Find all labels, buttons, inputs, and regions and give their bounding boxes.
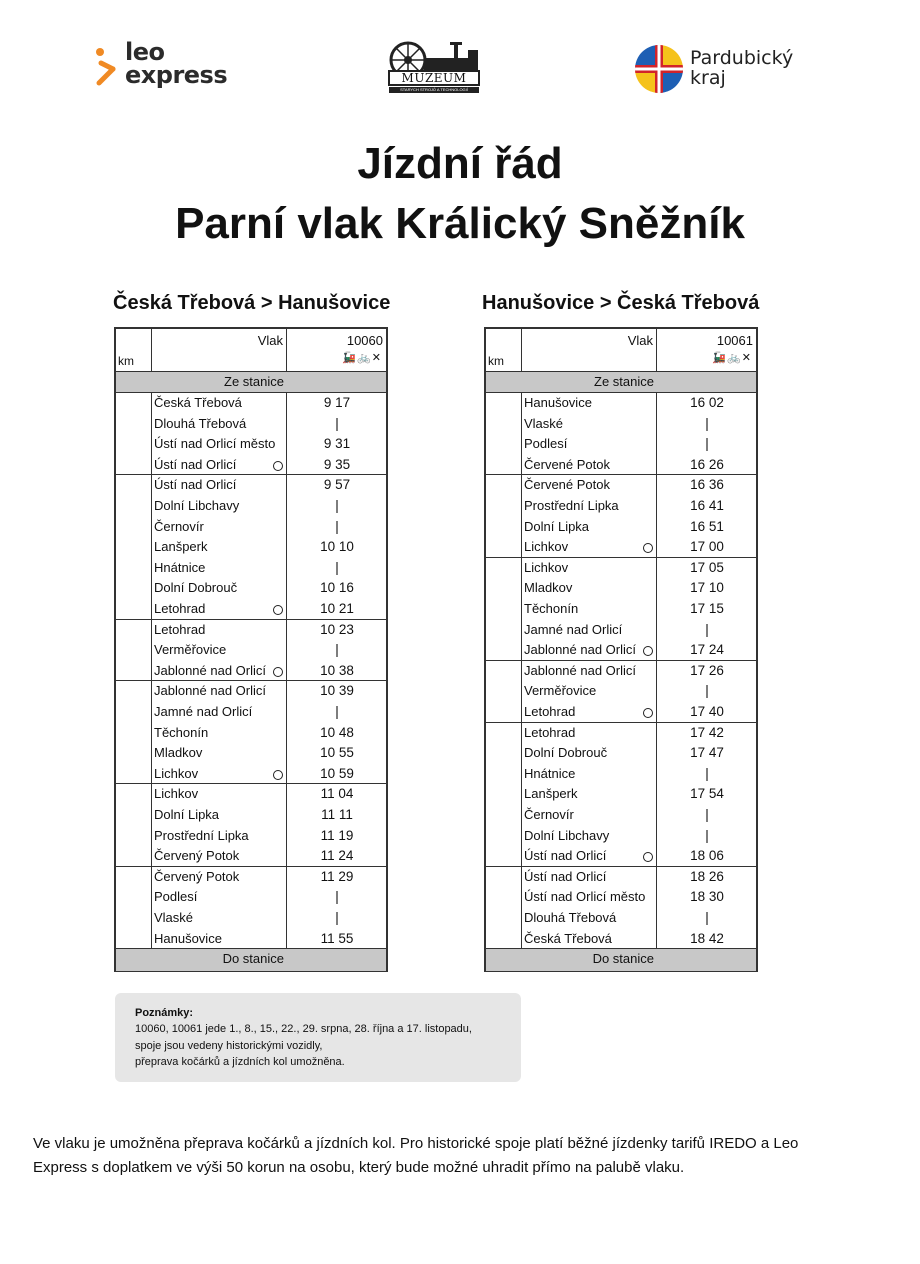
circle-icon (273, 605, 283, 615)
departure-time: 18 26 (690, 868, 724, 884)
station-name: Lichkov (524, 559, 569, 575)
table-row (151, 433, 388, 454)
departure-time: | (335, 704, 339, 719)
section-separator (116, 866, 386, 867)
from-station-header: Ze stanice (486, 371, 756, 393)
station-name: Lanšperk (524, 786, 578, 802)
pardubicky-kraj-logo (634, 44, 794, 99)
departure-time: 16 41 (690, 498, 724, 513)
station-name: Prostřední Lipka (524, 498, 619, 513)
departure-time: 9 17 (323, 395, 351, 410)
kraj-logo-text: Pardubický kraj (690, 47, 794, 89)
section-separator (486, 474, 756, 475)
departure-time: 16 51 (690, 518, 724, 534)
steam-locomotive-icon: 🚂 (342, 352, 358, 364)
station-name: Mladkov (524, 580, 573, 596)
station-name: Verměřovice (524, 683, 597, 699)
departure-time: | (335, 415, 339, 431)
table-row (151, 660, 388, 681)
station-name: Jamné nad Orlicí (154, 704, 253, 719)
table-row (521, 680, 758, 701)
station-name: Hanušovice (524, 395, 592, 410)
station-name: Ústí nad Orlicí (524, 848, 607, 864)
table-row (151, 742, 388, 763)
circle-icon (643, 646, 653, 656)
station-name: Hnátnice (524, 765, 576, 781)
service-icons (342, 351, 382, 364)
station-name: Hanušovice (154, 930, 222, 946)
departure-time: 17 24 (690, 642, 724, 658)
train-number: 10060 (346, 333, 383, 348)
footer-text: Ve vlaku je umožněna přeprava kočárků a jízdních kol. Pro historické spoje platí běžné jízdenky tarifů IREDO a Leo Express s doplatkem ve výši 50 korun na osobu, který bude možné uhradit přímo na palubě vlaku. (33, 1135, 799, 1176)
departure-time: 10 59 (320, 765, 354, 781)
table-row (521, 701, 758, 722)
page-subtitle: Parní vlak Králický Sněžník (175, 199, 745, 248)
departure-time: 16 36 (690, 477, 724, 493)
station-name: Dlouhá Třebová (524, 910, 617, 925)
station-name: Hnátnice (154, 559, 206, 575)
station-name: Podlesí (154, 889, 198, 905)
departure-time: 10 21 (320, 601, 354, 616)
table-row (151, 907, 388, 928)
table-row (151, 619, 388, 640)
departure-time: | (335, 559, 339, 575)
station-name: Červené Potok (524, 477, 610, 493)
table-row (521, 886, 758, 907)
station-name: Dolní Lipka (524, 518, 590, 534)
departure-time: 10 39 (320, 683, 354, 699)
table-row (151, 763, 388, 784)
table-row (521, 474, 758, 495)
timetable-outbound (114, 327, 388, 972)
station-name: Jablonné nad Orlicí (154, 662, 267, 678)
departure-time: 9 31 (323, 436, 351, 452)
departure-time: 10 23 (320, 621, 354, 637)
table-row (151, 536, 388, 557)
station-name: Podlesí (524, 436, 568, 452)
table-row (521, 928, 758, 949)
direction-heading-outbound: Česká Třebová > Hanušovice (113, 292, 391, 314)
section-separator (116, 474, 386, 475)
circle-icon (273, 667, 283, 677)
departure-time: 18 30 (690, 889, 724, 905)
kraj-emblem-icon (634, 44, 684, 94)
departure-time: 11 04 (320, 786, 354, 802)
table-row (151, 886, 388, 907)
table-row (151, 474, 388, 495)
table-row (521, 495, 758, 516)
table-row (151, 392, 388, 413)
timetable-return (484, 327, 758, 972)
departure-time: | (705, 621, 709, 637)
departure-time: 17 40 (690, 704, 724, 719)
departure-time: 17 00 (690, 539, 724, 555)
departure-time: | (705, 807, 709, 822)
station-name: Letohrad (154, 621, 206, 637)
departure-time: 10 38 (320, 662, 354, 678)
table-row (151, 783, 388, 804)
departure-time: 10 10 (320, 539, 354, 555)
table-row (521, 454, 758, 475)
direction-heading-return: Hanušovice > Česká Třebová (482, 292, 760, 314)
table-row (151, 577, 388, 598)
departure-time: | (335, 889, 339, 905)
museum-logo-subtitle: STARYCH STROJŮ A TECHNOLOGIÍ (389, 87, 479, 93)
table-row (151, 639, 388, 660)
station-name: Dolní Lipka (154, 807, 220, 822)
departure-time: 10 55 (320, 745, 354, 761)
section-separator (486, 557, 756, 558)
notes-line: přeprava kočárků a jízdních kol umožněna. (135, 1056, 345, 1068)
table-row (151, 598, 388, 619)
table-row (521, 804, 758, 825)
station-name: Červený Potok (154, 848, 240, 864)
table-row (521, 783, 758, 804)
table-row (521, 433, 758, 454)
table-row (521, 722, 758, 743)
station-name: Verměřovice (154, 642, 227, 658)
service-icons (712, 351, 752, 364)
station-name: Mladkov (154, 745, 203, 761)
departure-time: 18 42 (690, 930, 724, 946)
table-row (151, 825, 388, 846)
table-row (521, 866, 758, 887)
departure-time: 17 54 (690, 786, 724, 802)
departure-time: | (335, 498, 339, 513)
bicycle-icon: 🚲 (727, 352, 742, 364)
departure-time: | (705, 765, 709, 781)
departure-time: 11 19 (320, 827, 354, 843)
circle-icon (643, 852, 653, 862)
museum-logo-label: MUZEUM (388, 70, 480, 86)
station-name: Červený Potok (154, 868, 240, 884)
departure-time: | (335, 910, 339, 925)
km-label: km (488, 354, 504, 368)
departure-time: 11 11 (321, 807, 353, 822)
departure-time: 17 47 (690, 745, 724, 761)
station-name: Letohrad (524, 704, 576, 719)
section-separator (486, 660, 756, 661)
departure-time: 9 35 (323, 456, 351, 472)
train-number: 10061 (716, 333, 753, 348)
to-station-footer: Do stanice (116, 948, 386, 972)
station-name: Ústí nad Orlicí (154, 477, 237, 493)
station-name: Dolní Libchavy (524, 827, 610, 843)
station-name: Letohrad (524, 724, 576, 740)
station-name: Černovír (154, 518, 204, 534)
departure-time: 16 02 (690, 395, 724, 410)
table-row (151, 701, 388, 722)
vlak-label: Vlak (627, 333, 653, 348)
table-row (151, 680, 388, 701)
station-name: Červené Potok (524, 456, 610, 472)
station-name: Jablonné nad Orlicí (524, 662, 637, 678)
notes-line: spoje jsou vedeny historickými vozidly, (135, 1040, 323, 1052)
departure-time: 17 15 (690, 601, 724, 616)
table-row (151, 557, 388, 578)
table-row (151, 454, 388, 475)
departure-time: | (335, 518, 339, 534)
section-separator (486, 722, 756, 723)
dining-icon: ✕ (371, 352, 382, 364)
section-separator (116, 619, 386, 620)
departure-time: 17 42 (690, 724, 724, 740)
departure-time: | (705, 910, 709, 925)
station-name: Těchonín (154, 724, 209, 740)
station-name: Jablonné nad Orlicí (524, 642, 637, 658)
departure-time: | (705, 415, 709, 431)
departure-time: | (335, 642, 339, 658)
section-separator (116, 680, 386, 681)
departure-time: | (705, 683, 709, 699)
departure-time: 11 55 (320, 930, 354, 946)
circle-icon (643, 543, 653, 553)
station-name: Lichkov (524, 539, 569, 555)
section-separator (116, 783, 386, 784)
station-name: Vlaské (154, 910, 194, 925)
km-label: km (118, 354, 134, 368)
station-name: Ústí nad Orlicí město (524, 889, 646, 905)
table-row (521, 536, 758, 557)
departure-time: 9 57 (323, 477, 351, 493)
station-name: Černovír (524, 807, 574, 822)
dining-icon: ✕ (741, 352, 752, 364)
page-title: Jízdní řád (357, 139, 563, 188)
leo-arrow-icon (95, 45, 121, 89)
station-name: Ústí nad Orlicí město (154, 436, 276, 452)
departure-time: 17 26 (690, 662, 724, 678)
circle-icon (643, 708, 653, 718)
departure-time: 17 10 (690, 580, 724, 596)
steam-locomotive-icon: 🚂 (712, 352, 728, 364)
station-name: Prostřední Lipka (154, 827, 249, 843)
table-row (521, 413, 758, 434)
station-name: Jamné nad Orlicí (524, 621, 623, 637)
km-column (116, 329, 152, 970)
station-name: Jablonné nad Orlicí (154, 683, 267, 699)
table-row (521, 557, 758, 578)
table-row (151, 804, 388, 825)
table-row (151, 722, 388, 743)
table-row (521, 660, 758, 681)
bicycle-icon: 🚲 (357, 352, 372, 364)
circle-icon (273, 770, 283, 780)
table-row (521, 619, 758, 640)
vlak-label: Vlak (257, 333, 283, 348)
notes-heading: Poznámky: (135, 1007, 194, 1019)
station-name: Česká Třebová (154, 395, 242, 410)
station-name: Ústí nad Orlicí (154, 456, 237, 472)
km-column (486, 329, 522, 970)
station-name: Dolní Dobrouč (524, 745, 608, 761)
table-row (151, 495, 388, 516)
notes-line: 10060, 10061 jede 1., 8., 15., 22., 29. srpna, 28. října a 17. listopadu, (135, 1023, 472, 1035)
station-name: Ústí nad Orlicí (524, 868, 607, 884)
table-row (151, 866, 388, 887)
station-name: Lichkov (154, 765, 199, 781)
station-name: Dolní Libchavy (154, 498, 240, 513)
departure-time: 18 06 (690, 848, 724, 864)
table-row (521, 577, 758, 598)
departure-time: 10 48 (320, 724, 354, 740)
table-row (151, 845, 388, 866)
station-name: Lichkov (154, 786, 199, 802)
table-row (521, 825, 758, 846)
station-name: Letohrad (154, 601, 206, 616)
station-name: Těchonín (524, 601, 579, 616)
table-row (521, 763, 758, 784)
station-name: Vlaské (524, 415, 564, 431)
departure-time: | (705, 436, 709, 452)
departure-time: 11 24 (320, 848, 354, 864)
from-station-header: Ze stanice (116, 371, 386, 393)
table-row (521, 907, 758, 928)
departure-time: 10 16 (320, 580, 354, 596)
station-name: Česká Třebová (524, 930, 612, 946)
table-row (151, 413, 388, 434)
departure-time: 17 05 (690, 559, 724, 575)
table-row (521, 845, 758, 866)
departure-time: | (705, 827, 709, 843)
table-row (151, 928, 388, 949)
station-name: Dlouhá Třebová (154, 415, 247, 431)
table-row (521, 598, 758, 619)
leo-logo-text: leo express (125, 38, 228, 89)
table-row (521, 516, 758, 537)
station-name: Dolní Dobrouč (154, 580, 238, 596)
station-name: Lanšperk (154, 539, 208, 555)
to-station-footer: Do stanice (486, 948, 756, 972)
section-separator (486, 866, 756, 867)
table-row (521, 639, 758, 660)
departure-time: 11 29 (320, 868, 354, 884)
table-row (521, 392, 758, 413)
circle-icon (273, 461, 283, 471)
notes-box (115, 993, 521, 1082)
departure-time: 16 26 (690, 456, 724, 472)
table-row (151, 516, 388, 537)
table-row (521, 742, 758, 763)
